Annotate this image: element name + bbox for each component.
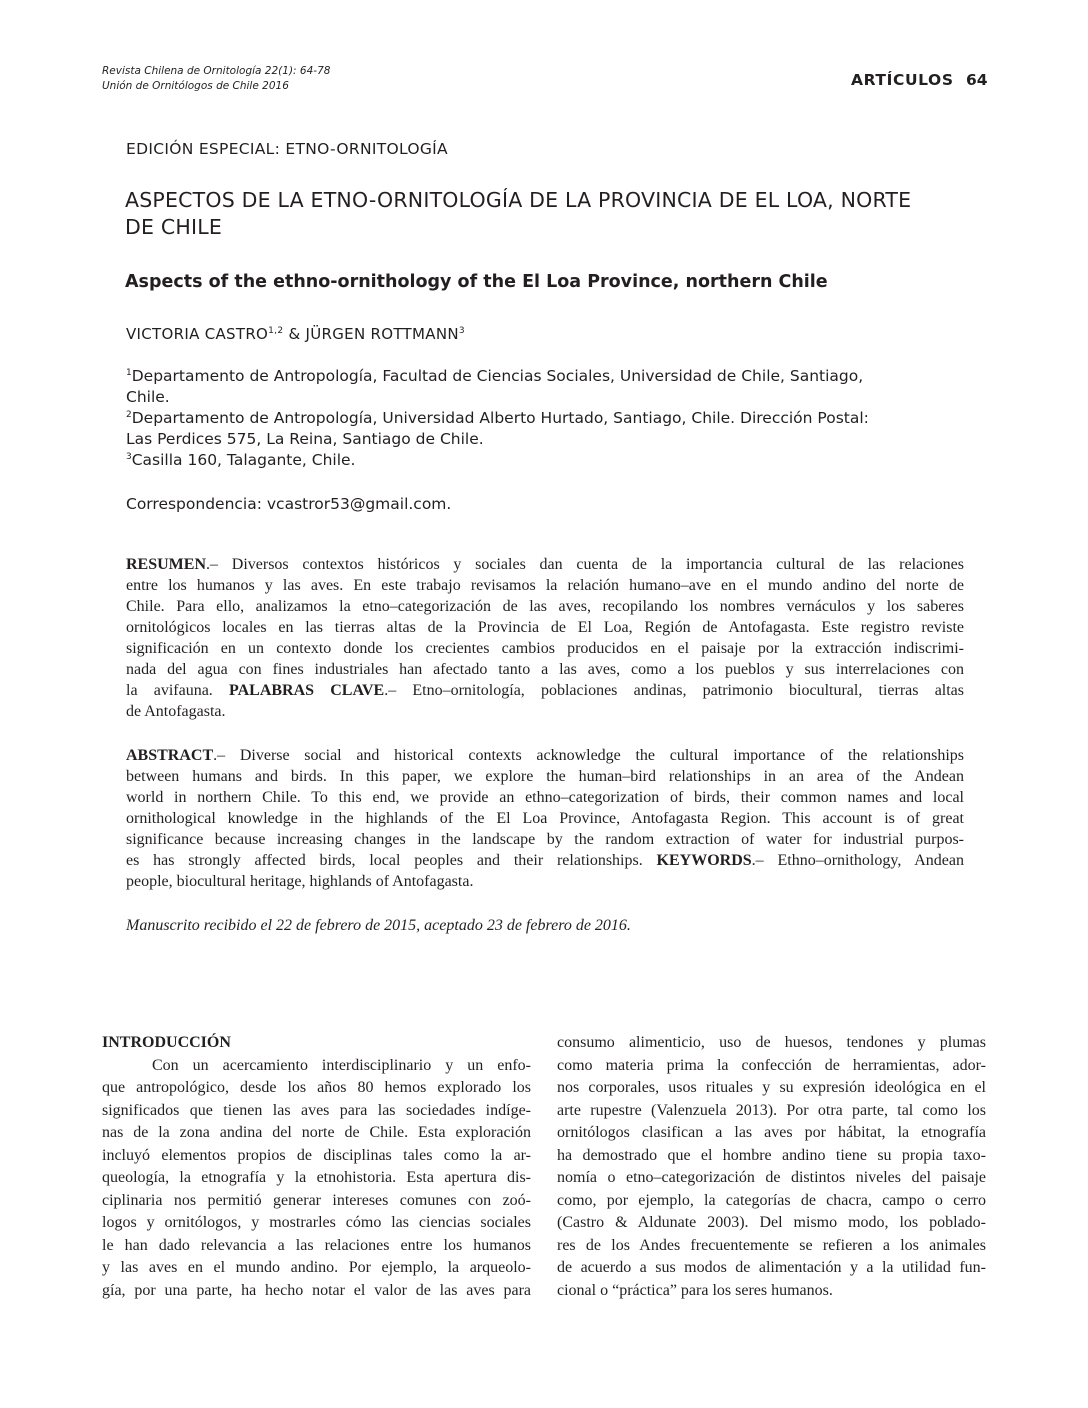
resumen-text: .– Diversos contextos históricos y sociales dan cuenta de la importancia cultural de las relaciones: [206, 556, 964, 573]
body-line: Con un acercamiento interdisciplinario y un enfo-: [152, 1056, 531, 1074]
resumen-block: [126, 554, 964, 722]
body-line: que antropológico, desde los años 80 hemos explorado los: [102, 1079, 531, 1096]
abstract-label: ABSTRACT: [126, 747, 214, 764]
correspondence-line: Correspondencia: vcastror53@gmail.com.: [126, 495, 452, 513]
resumen-text: la avifauna.: [126, 682, 229, 699]
body-column-right: [557, 1032, 986, 1302]
affiliation-text: Casilla 160, Talagante, Chile.: [131, 451, 356, 469]
section-label: ARTÍCULOS: [851, 71, 954, 89]
manuscript-dates: Manuscrito recibido el 22 de febrero de 2015, aceptado 23 de febrero de 2016.: [126, 917, 631, 934]
affiliation-text: Departamento de Antropología, Universidad Alberto Hurtado, Santiago, Chile. Dirección Postal:: [131, 409, 869, 427]
body-line: res de los Andes frecuentemente se refieren a los animales: [557, 1236, 986, 1254]
page-number: 64: [966, 71, 988, 89]
body-line: queología, la etnografía y la etnohistoria. Esta apertura dis-: [102, 1169, 531, 1186]
keywords-label: KEYWORDS: [656, 852, 752, 869]
author-separator: &: [283, 325, 306, 343]
resumen-line: [126, 680, 964, 701]
resumen-line: significación en un contexto donde los crecientes cambios producidos en el paisaje por la extracción indiscrimi-: [126, 640, 964, 657]
affiliation-line: [126, 366, 986, 387]
abstract-text: .– Diverse social and historical contexts acknowledge the cultural importance of the relationships: [213, 747, 964, 764]
body-line: y las aves en el mundo andino. Por ejemplo, la arqueolo-: [102, 1259, 531, 1276]
section-heading: INTRODUCCIÓN: [102, 1034, 231, 1051]
resumen-line: nada del agua con fines industriales han afectado tanto a las aves, como a los pueblos y sus interrelaciones con: [126, 661, 964, 678]
author-name: VICTORIA CASTRO: [126, 325, 269, 343]
body-line: (Castro & Aldunate 2003). Del mismo modo, los poblado-: [557, 1214, 986, 1231]
body-line: gía, por una parte, ha hecho notar el valor de las aves para: [102, 1281, 531, 1299]
body-line: consumo alimenticio, uso de huesos, tendones y plumas: [557, 1034, 986, 1051]
abstract-line: between humans and birds. In this paper, we explore the human–bird relationships in an area of the Andean: [126, 768, 964, 785]
author-affiliation-mark: 3: [458, 326, 465, 336]
abstract-line: world in northern Chile. To this end, we provide an ethno–categorization of birds, their common names and local: [126, 789, 964, 806]
special-edition-label: EDICIÓN ESPECIAL: ETNO-ORNITOLOGÍA: [126, 140, 448, 158]
affiliation-line: [126, 408, 986, 429]
body-line: arte rupestre (Valenzuela 2013). Por otra parte, tal como los: [557, 1101, 986, 1119]
affiliation-mark: 1: [126, 368, 132, 378]
body-line: como materia prima la confección de herramientas, ador-: [557, 1056, 986, 1074]
affiliation-line: [126, 450, 986, 471]
affiliation-list: [126, 366, 986, 471]
abstract-line: people, biocultural heritage, highlands of Antofagasta.: [126, 873, 474, 890]
affiliation-line: Chile.: [126, 388, 170, 406]
affiliation-text: Departamento de Antropología, Facultad de Ciencias Sociales, Universidad de Chile, Santiago,: [131, 367, 864, 385]
journal-publisher-line: Unión de Ornitólogos de Chile 2016: [102, 80, 289, 92]
journal-citation-line: Revista Chilena de Ornitología 22(1): 64-78: [102, 65, 331, 77]
body-line: logos y ornitólogos, y mostrarles cómo las ciencias sociales: [102, 1214, 531, 1231]
author-list: [126, 325, 465, 343]
affiliation-mark: 3: [126, 452, 132, 462]
body-line: cional o “práctica” para los seres humanos.: [557, 1281, 833, 1299]
author-name: JÜRGEN ROTTMANN: [305, 325, 459, 343]
article-title: [125, 187, 985, 241]
keywords-text: .– Ethno–ornithology, Andean: [751, 852, 965, 869]
article-subtitle: Aspects of the ethno-ornithology of the El Loa Province, northern Chile: [125, 272, 828, 292]
body-line: le han dado relevancia a las relaciones entre los humanos: [102, 1236, 531, 1254]
abstract-block: [126, 745, 964, 892]
abstract-line: [126, 850, 964, 871]
resumen-line: ornitológicos locales en las tierras altas de la Provincia de El Loa, Región de Antofagasta. Este registro reviste: [126, 619, 964, 636]
resumen-line: entre los humanos y las aves. En este trabajo revisamos la relación humano–ave en el mundo andino del norte de: [126, 577, 964, 594]
abstract-line: significance because increasing changes in the landscape by the random extraction of water for industrial purpos-: [126, 831, 964, 848]
article-title-line: ASPECTOS DE LA ETNO-ORNITOLOGÍA DE LA PROVINCIA DE EL LOA, NORTE: [125, 188, 912, 212]
resumen-line: Chile. Para ello, analizamos la etno–categorización de las aves, recopilando los nombres vernáculos y los saberes: [126, 598, 964, 615]
body-line: de acuerdo a sus modos de alimentación y a la utilidad fun-: [557, 1259, 986, 1276]
affiliation-line: Las Perdices 575, La Reina, Santiago de Chile.: [126, 430, 484, 448]
resumen-line: de Antofagasta.: [126, 703, 226, 720]
article-title-line: DE CHILE: [125, 215, 223, 239]
body-line: nomía o etno–categorización de distintos niveles del paisaje: [557, 1169, 986, 1186]
affiliation-mark: 2: [126, 410, 132, 420]
body-line: incluyó elementos propios de disciplinas tales como la ar-: [102, 1146, 531, 1164]
body-line: nos corporales, usos rituales y su expresión ideológica en el: [557, 1079, 986, 1096]
body-line: nas de la zona andina del norte de Chile. Esta exploración: [102, 1124, 531, 1141]
abstract-text: es has strongly affected birds, local peoples and their relationships.: [126, 852, 657, 869]
body-line: ornitólogos clasifican a las aves por hábitat, la etnografía: [557, 1124, 986, 1141]
resumen-label: RESUMEN: [126, 556, 207, 573]
author-affiliation-mark: 1,2: [268, 326, 284, 336]
resumen-line: [126, 554, 964, 575]
body-line: como, por ejemplo, la categorías de chacra, campo o cerro: [557, 1191, 986, 1209]
palabras-clave-text: .– Etno–ornitología, poblaciones andinas, patrimonio biocultural, tierras altas: [384, 682, 965, 699]
body-line: ha demostrado que el hombre andino tiene su propia taxo-: [557, 1146, 986, 1164]
body-line: ciplinaria nos permitió generar intereses comunes con zoó-: [102, 1191, 531, 1209]
palabras-clave-label: PALABRAS CLAVE: [229, 682, 385, 699]
abstract-line: [126, 745, 964, 766]
abstract-line: ornithological knowledge in the highlands of the El Loa Province, Antofagasta Region. This account is of great: [126, 810, 964, 827]
body-line: significados que tienen las aves para las sociedades indíge-: [102, 1101, 531, 1119]
body-column-left: [102, 1032, 531, 1302]
journal-citation: [102, 64, 330, 94]
